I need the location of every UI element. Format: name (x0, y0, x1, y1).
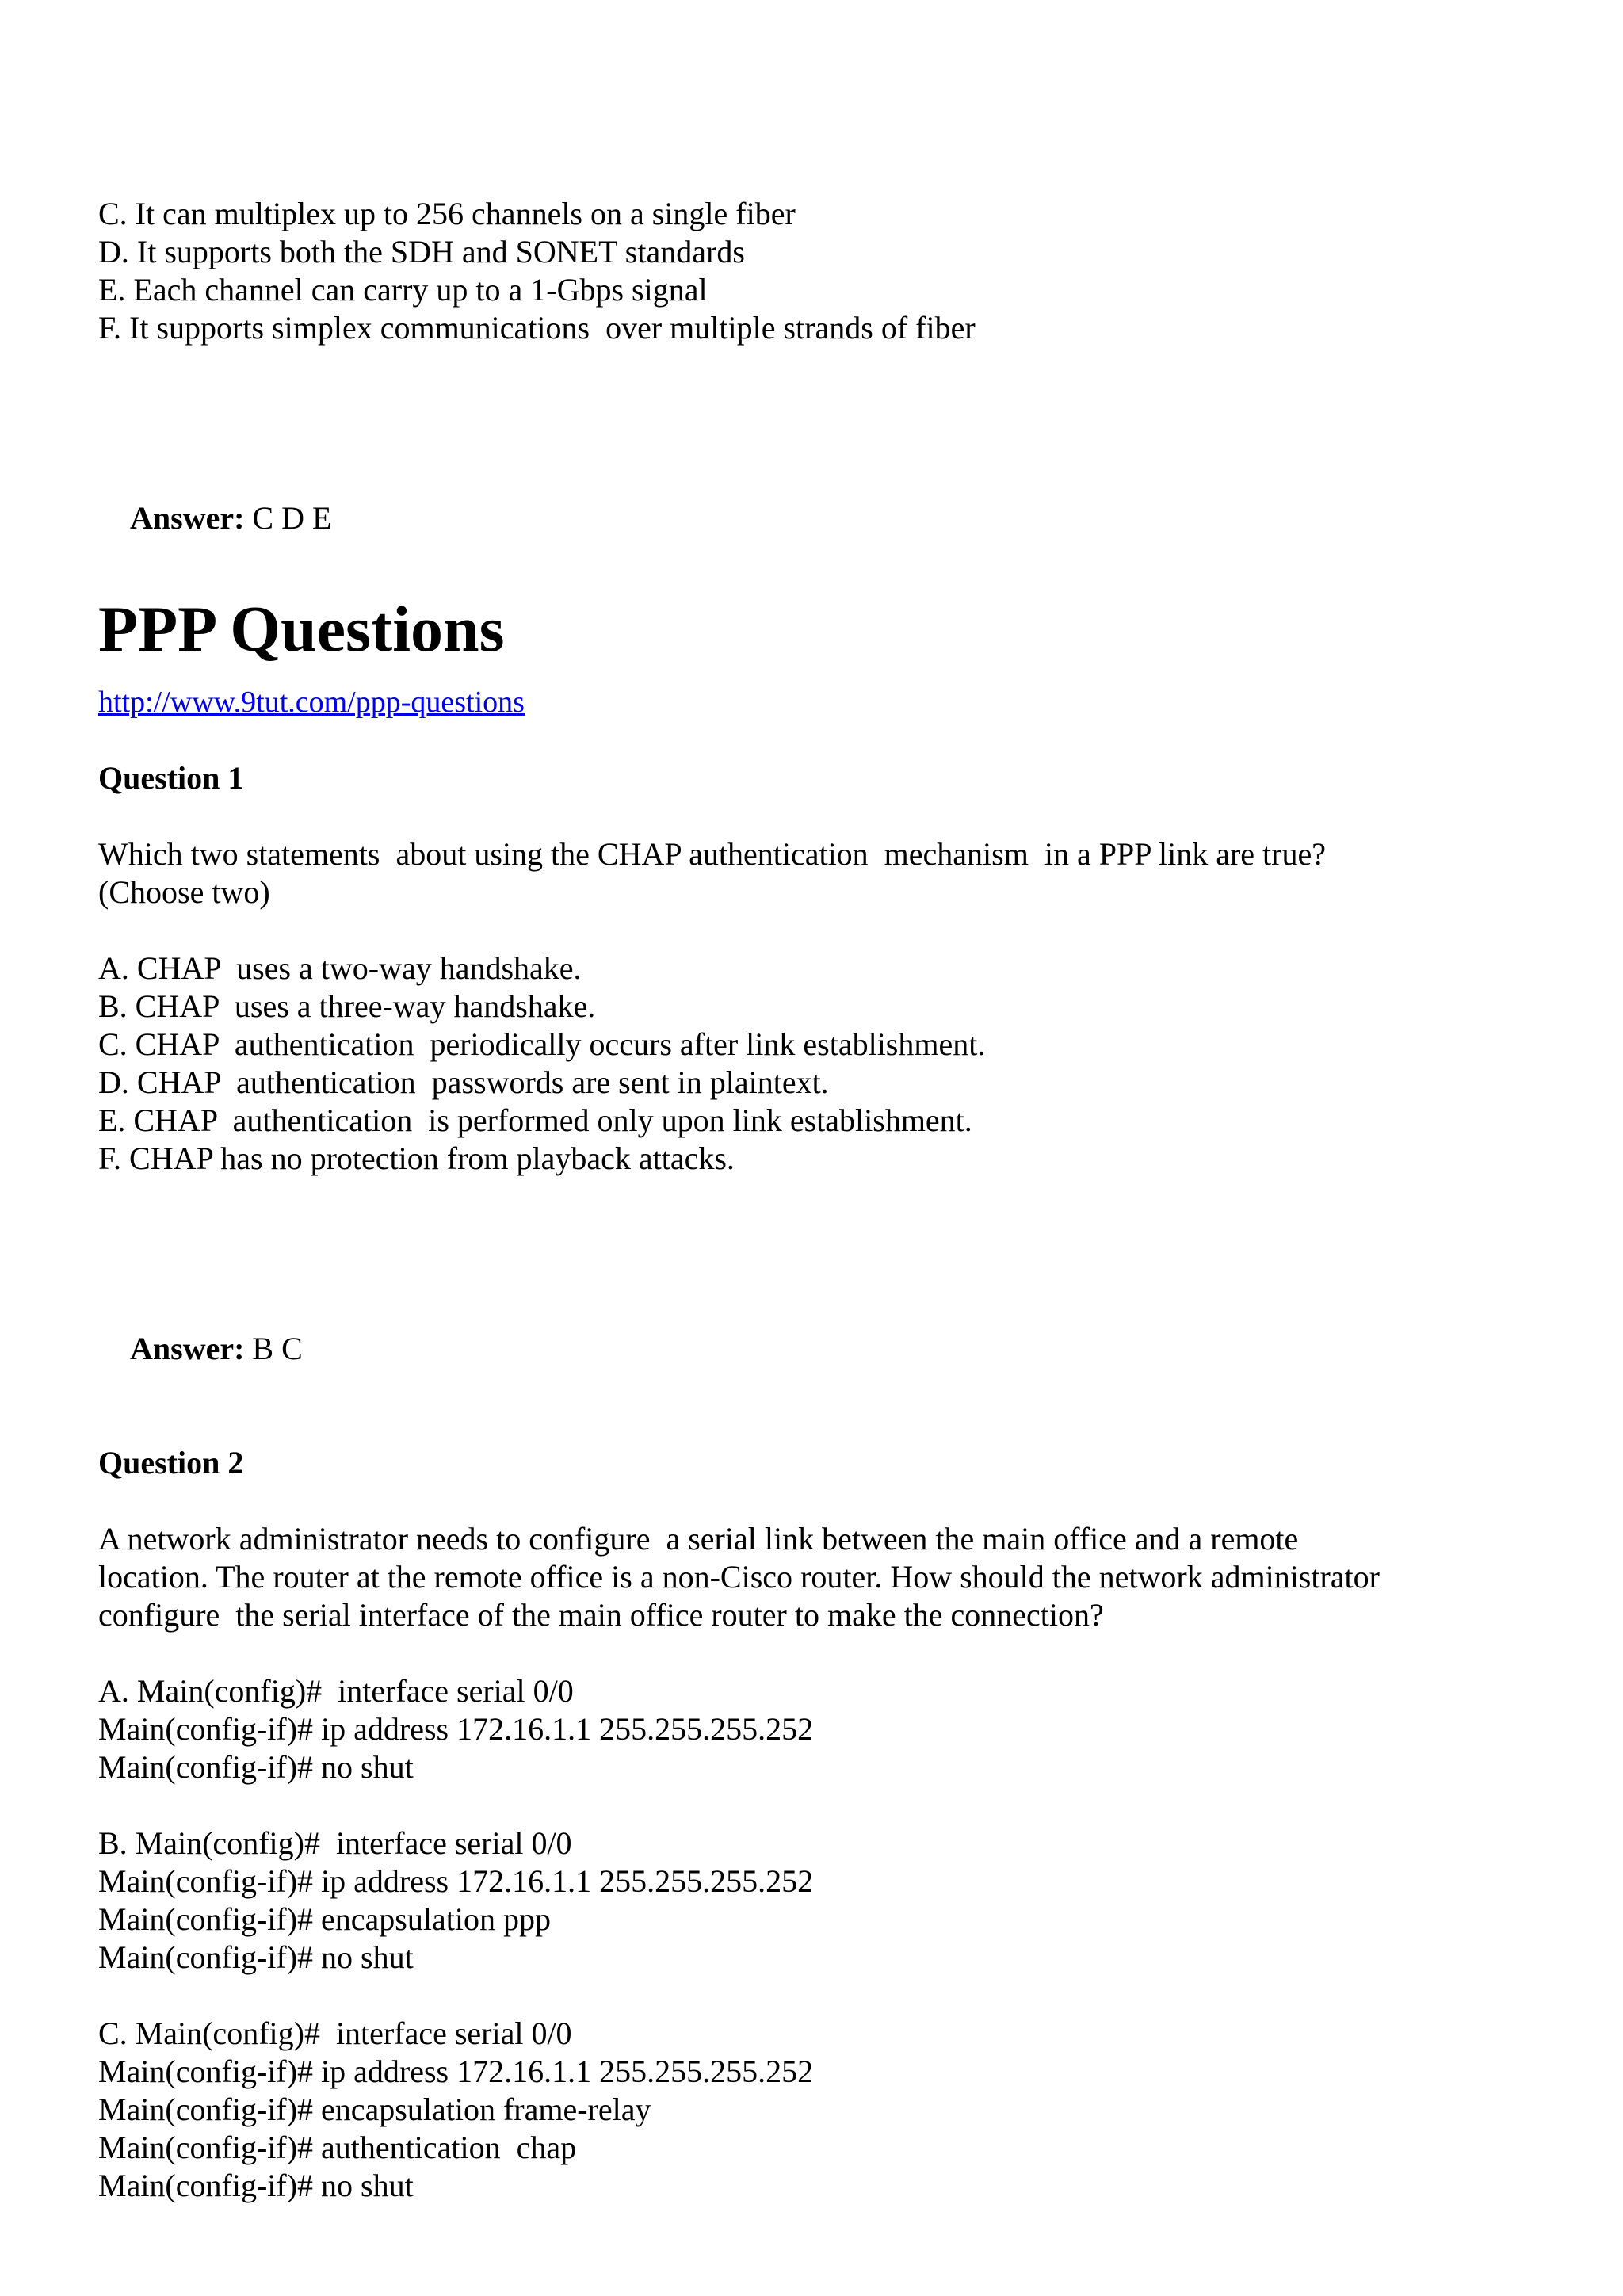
question-1-title: Question 1 (98, 760, 244, 796)
answer-label: Answer: (130, 500, 245, 536)
question-1-text-line: Which two statements about using the CHAP authentication mechanism in a PPP link are true? (98, 836, 1326, 872)
option-c: C. It can multiplex up to 256 channels on a single fiber (98, 196, 796, 231)
answer-value: C D E (244, 500, 332, 536)
question-1-text (98, 835, 1525, 911)
document-page (98, 195, 1525, 2205)
question-1-answer (98, 1292, 1525, 1406)
continued-options (98, 195, 1525, 347)
question-2-text-line: location. The router at the remote office is a non-Cisco router. How should the network administrator (98, 1559, 1380, 1595)
question-1-option-f: F. CHAP has no protection from playback attacks. (98, 1140, 735, 1176)
config-line: C. Main(config)# interface serial 0/0 (98, 2015, 572, 2051)
question-2-title: Question 2 (98, 1445, 244, 1480)
question-2-text-line: configure the serial interface of the main office router to make the connection? (98, 1597, 1104, 1633)
section-link[interactable]: http://www.9tut.com/ppp-questions (98, 686, 525, 719)
config-line: Main(config-if)# no shut (98, 1749, 414, 1785)
question-1-option-e: E. CHAP authentication is performed only upon link establishment. (98, 1102, 972, 1138)
section-title: PPP Questions (98, 593, 505, 665)
question-1-option-c: C. CHAP authentication periodically occurs after link establishment. (98, 1026, 986, 1062)
question-2-option-a (98, 1672, 1525, 1786)
question-2-text-line: A network administrator needs to configure a serial link between the main office and a remote (98, 1521, 1299, 1557)
previous-answer (98, 461, 1525, 575)
config-line: Main(config-if)# encapsulation ppp (98, 1901, 551, 1937)
config-line: Main(config-if)# encapsulation frame-relay (98, 2092, 651, 2127)
answer-value: B C (244, 1331, 303, 1366)
question-2-option-c (98, 2015, 1525, 2205)
config-line: Main(config-if)# no shut (98, 2168, 414, 2203)
question-1-option-a: A. CHAP uses a two-way handshake. (98, 950, 582, 986)
config-line: Main(config-if)# no shut (98, 1939, 414, 1975)
config-line: Main(config-if)# authentication chap (98, 2130, 577, 2165)
config-line: A. Main(config)# interface serial 0/0 (98, 1673, 574, 1709)
question-2-option-b (98, 1824, 1525, 1977)
option-d: D. It supports both the SDH and SONET standards (98, 234, 745, 269)
question-1-text-line: (Choose two) (98, 874, 270, 910)
config-line: Main(config-if)# ip address 172.16.1.1 255.255.255.252 (98, 1711, 814, 1747)
question-1-options (98, 949, 1525, 1178)
question-1-option-b: B. CHAP uses a three-way handshake. (98, 988, 596, 1024)
config-line: Main(config-if)# ip address 172.16.1.1 255.255.255.252 (98, 2053, 814, 2089)
section-link-row (98, 683, 1525, 721)
option-f: F. It supports simplex communications over multiple strands of fiber (98, 310, 976, 346)
answer-label: Answer: (130, 1331, 245, 1366)
option-e: E. Each channel can carry up to a 1-Gbps signal (98, 272, 708, 308)
config-line: Main(config-if)# ip address 172.16.1.1 255.255.255.252 (98, 1863, 814, 1899)
question-1-option-d: D. CHAP authentication passwords are sent in plaintext. (98, 1064, 829, 1100)
config-line: B. Main(config)# interface serial 0/0 (98, 1825, 572, 1861)
question-2-text (98, 1520, 1525, 1634)
